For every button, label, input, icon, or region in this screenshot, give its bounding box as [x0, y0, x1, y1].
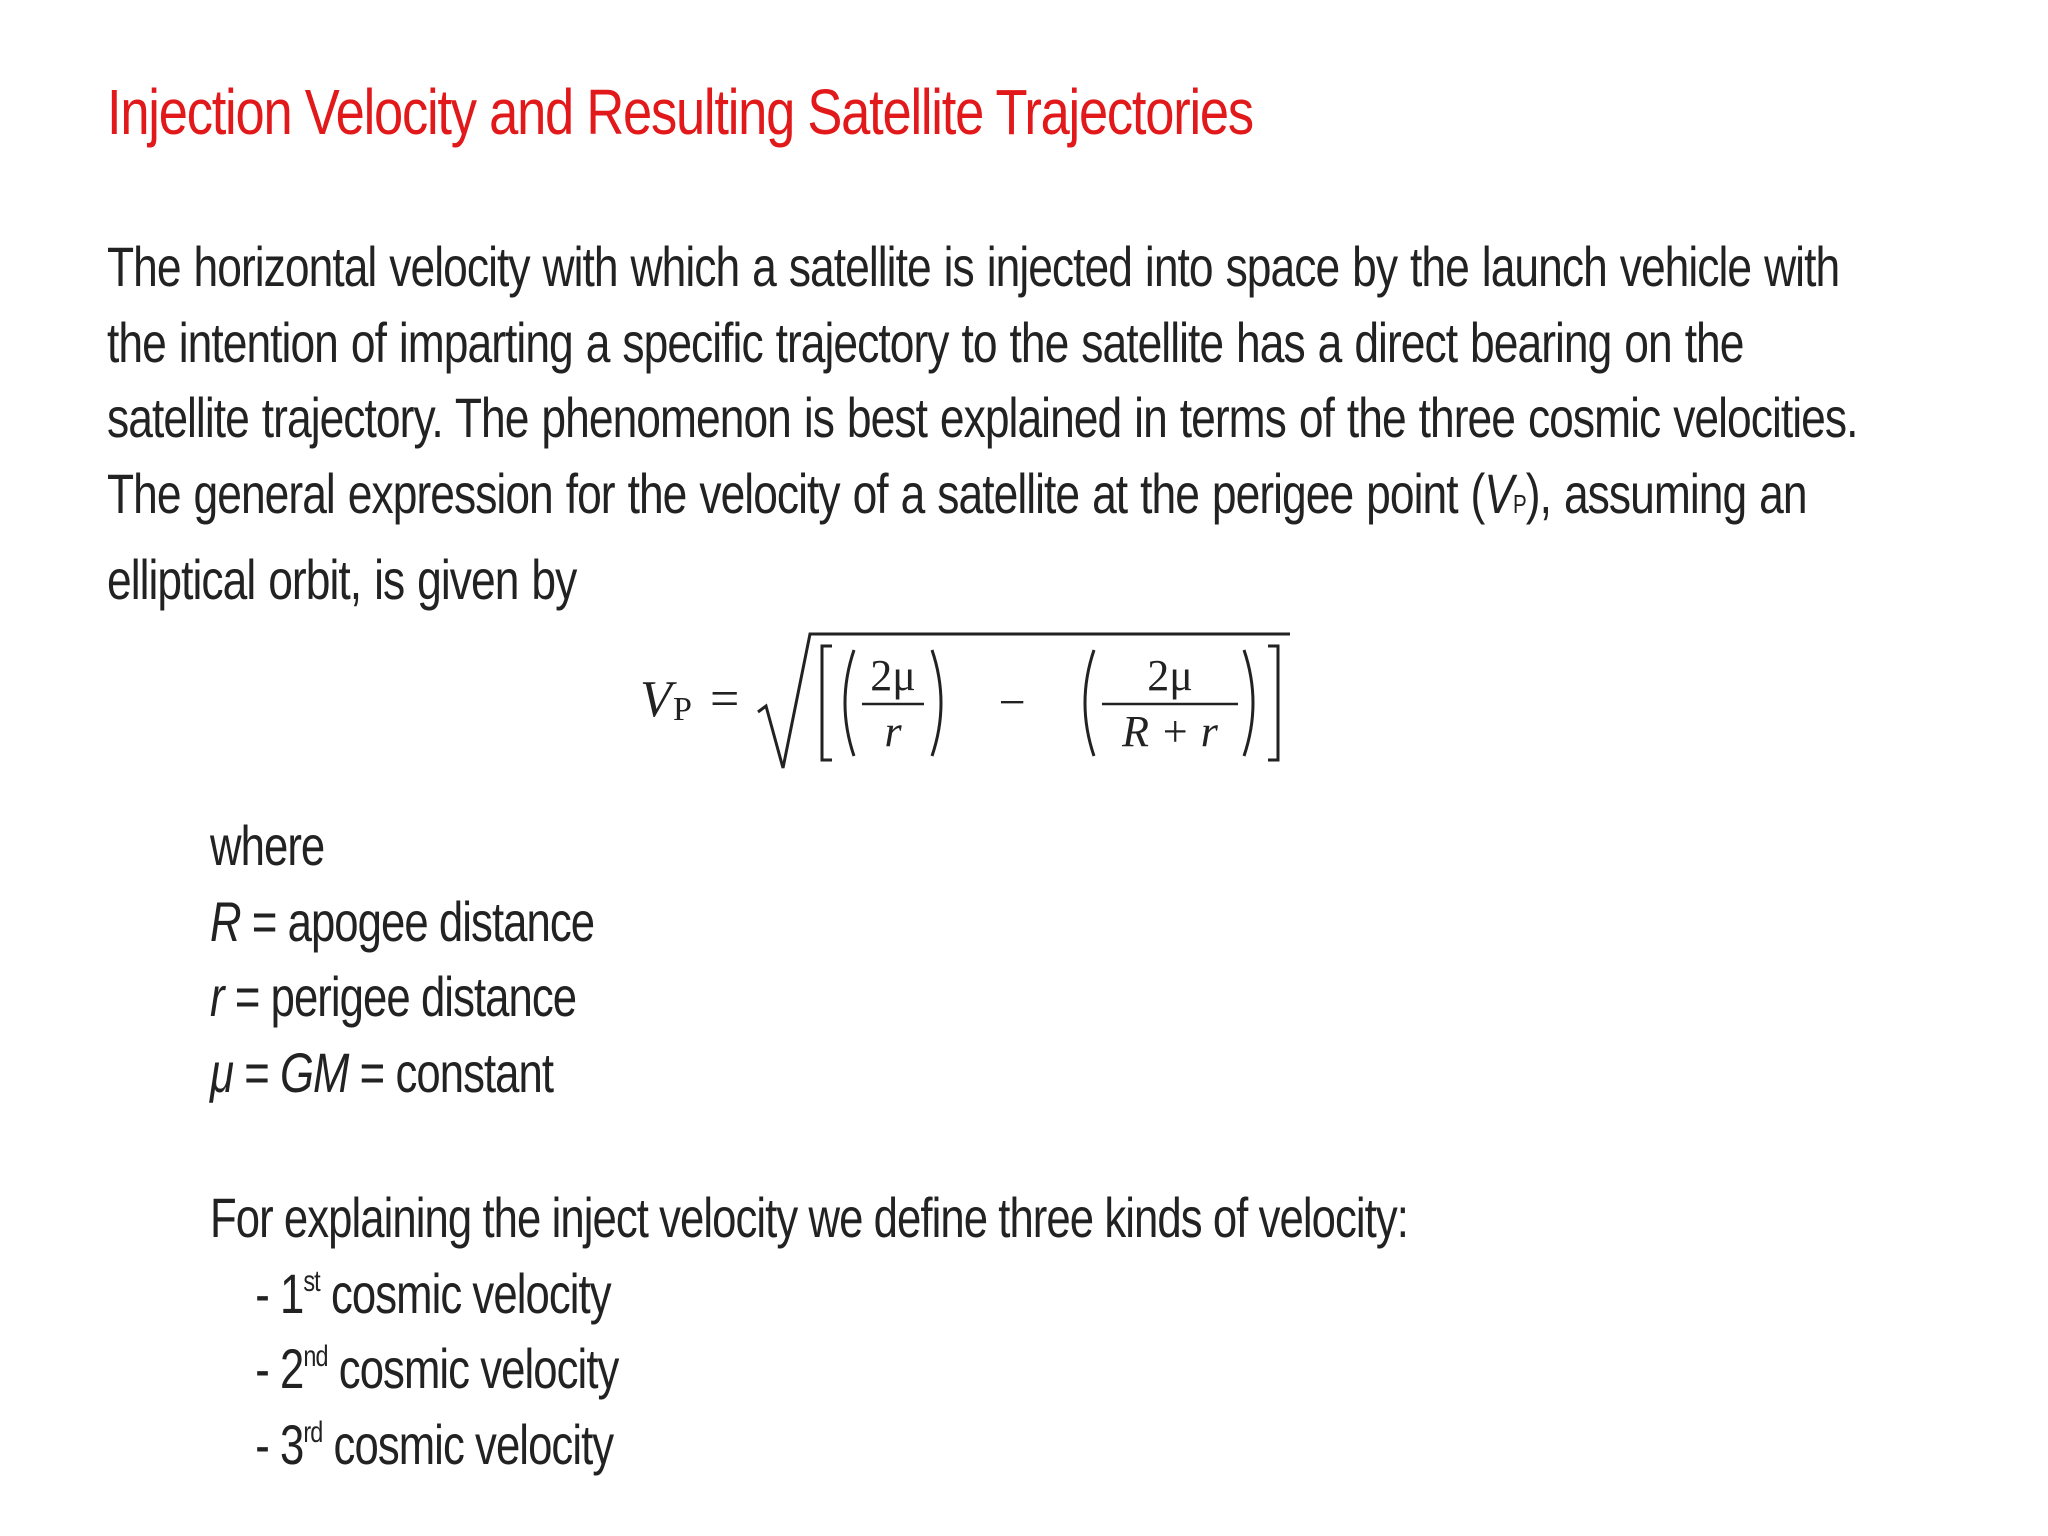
definition-text-apogee: = apogee distance: [240, 889, 595, 953]
term1-left-paren: [845, 650, 854, 756]
symbol-R: R: [210, 889, 241, 953]
slide-title: Injection Velocity and Resulting Satellite Trajectories: [107, 76, 1253, 148]
ordinal-number: 2: [280, 1337, 304, 1400]
term2-denominator: R + r: [1122, 707, 1218, 756]
term1-denominator: r: [884, 707, 902, 756]
body-paragraph: [107, 229, 1915, 618]
velocity-kinds-intro: For explaining the inject velocity we define three kinds of velocity:: [210, 1186, 1408, 1249]
definition-text-constant: = constant: [348, 1040, 554, 1104]
formula-lhs: V: [640, 671, 672, 728]
velocity-kinds: [210, 1180, 1746, 1482]
formula-equals: =: [710, 671, 740, 728]
term2-right-paren: [1244, 650, 1253, 756]
right-square-bracket: [1268, 646, 1278, 760]
definition-row-perigee: [210, 959, 594, 1035]
variable-definitions: [210, 808, 702, 1110]
vp-letter: V: [1484, 461, 1513, 525]
term2-numerator: 2μ: [1147, 651, 1193, 700]
paragraph-line-5: elliptical orbit, is given by: [107, 548, 577, 611]
ordinal-number: 3: [280, 1412, 304, 1476]
symbol-mu: μ: [210, 1040, 233, 1104]
definitions-intro: where: [210, 814, 325, 877]
ordinal-suffix: st: [303, 1264, 320, 1298]
formula-svg: [640, 628, 1300, 778]
perigee-velocity-formula: [640, 628, 1300, 778]
paragraph-line-2-text: the intention of imparting a specific trajectory to the satellite has a direct bearing on the: [107, 310, 1744, 374]
definition-text-perigee: = perigee distance: [223, 965, 577, 1028]
paragraph-line-4-start: The general expression for the velocity of a satellite at the perigee point (: [107, 461, 1485, 525]
paragraph-line-1: The horizontal velocity with which a satellite is injected into space by the launch vehicle with: [107, 235, 1840, 298]
symbol-r: r: [210, 965, 224, 1028]
vp-symbol: [1484, 462, 1525, 525]
list-item-label: cosmic velocity: [327, 1337, 619, 1400]
formula-minus: −: [998, 676, 1026, 729]
list-item: [210, 1331, 1408, 1407]
paragraph-line-4: [107, 456, 1807, 543]
term1-numerator: 2μ: [870, 651, 916, 700]
definition-row-mu: [210, 1035, 594, 1111]
ordinal-number: 1: [280, 1261, 304, 1325]
symbol-GM: GM: [279, 1040, 349, 1104]
list-dash: -: [255, 1261, 281, 1325]
definition-row-apogee: [210, 884, 594, 960]
left-square-bracket: [822, 646, 832, 760]
vp-subscript: P: [1512, 488, 1526, 519]
list-item: [210, 1256, 1408, 1332]
paragraph-line-4-end: ), assuming an: [1525, 461, 1807, 525]
ordinal-suffix: rd: [303, 1415, 323, 1449]
formula-lhs-sub: P: [673, 691, 692, 728]
ordinal-suffix: nd: [303, 1340, 328, 1373]
definition-text-mu-equals: =: [232, 1040, 280, 1104]
list-item: [210, 1407, 1408, 1483]
list-dash: -: [255, 1337, 281, 1400]
paragraph-line-2: [107, 305, 1744, 381]
paragraph-line-3: satellite trajectory. The phenomenon is best explained in terms of the three cosmic velocities.: [107, 386, 1858, 449]
term1-right-paren: [932, 650, 941, 756]
list-dash: -: [255, 1412, 281, 1476]
list-item-label: cosmic velocity: [319, 1261, 611, 1325]
term2-left-paren: [1085, 650, 1094, 756]
list-item-label: cosmic velocity: [322, 1412, 614, 1476]
